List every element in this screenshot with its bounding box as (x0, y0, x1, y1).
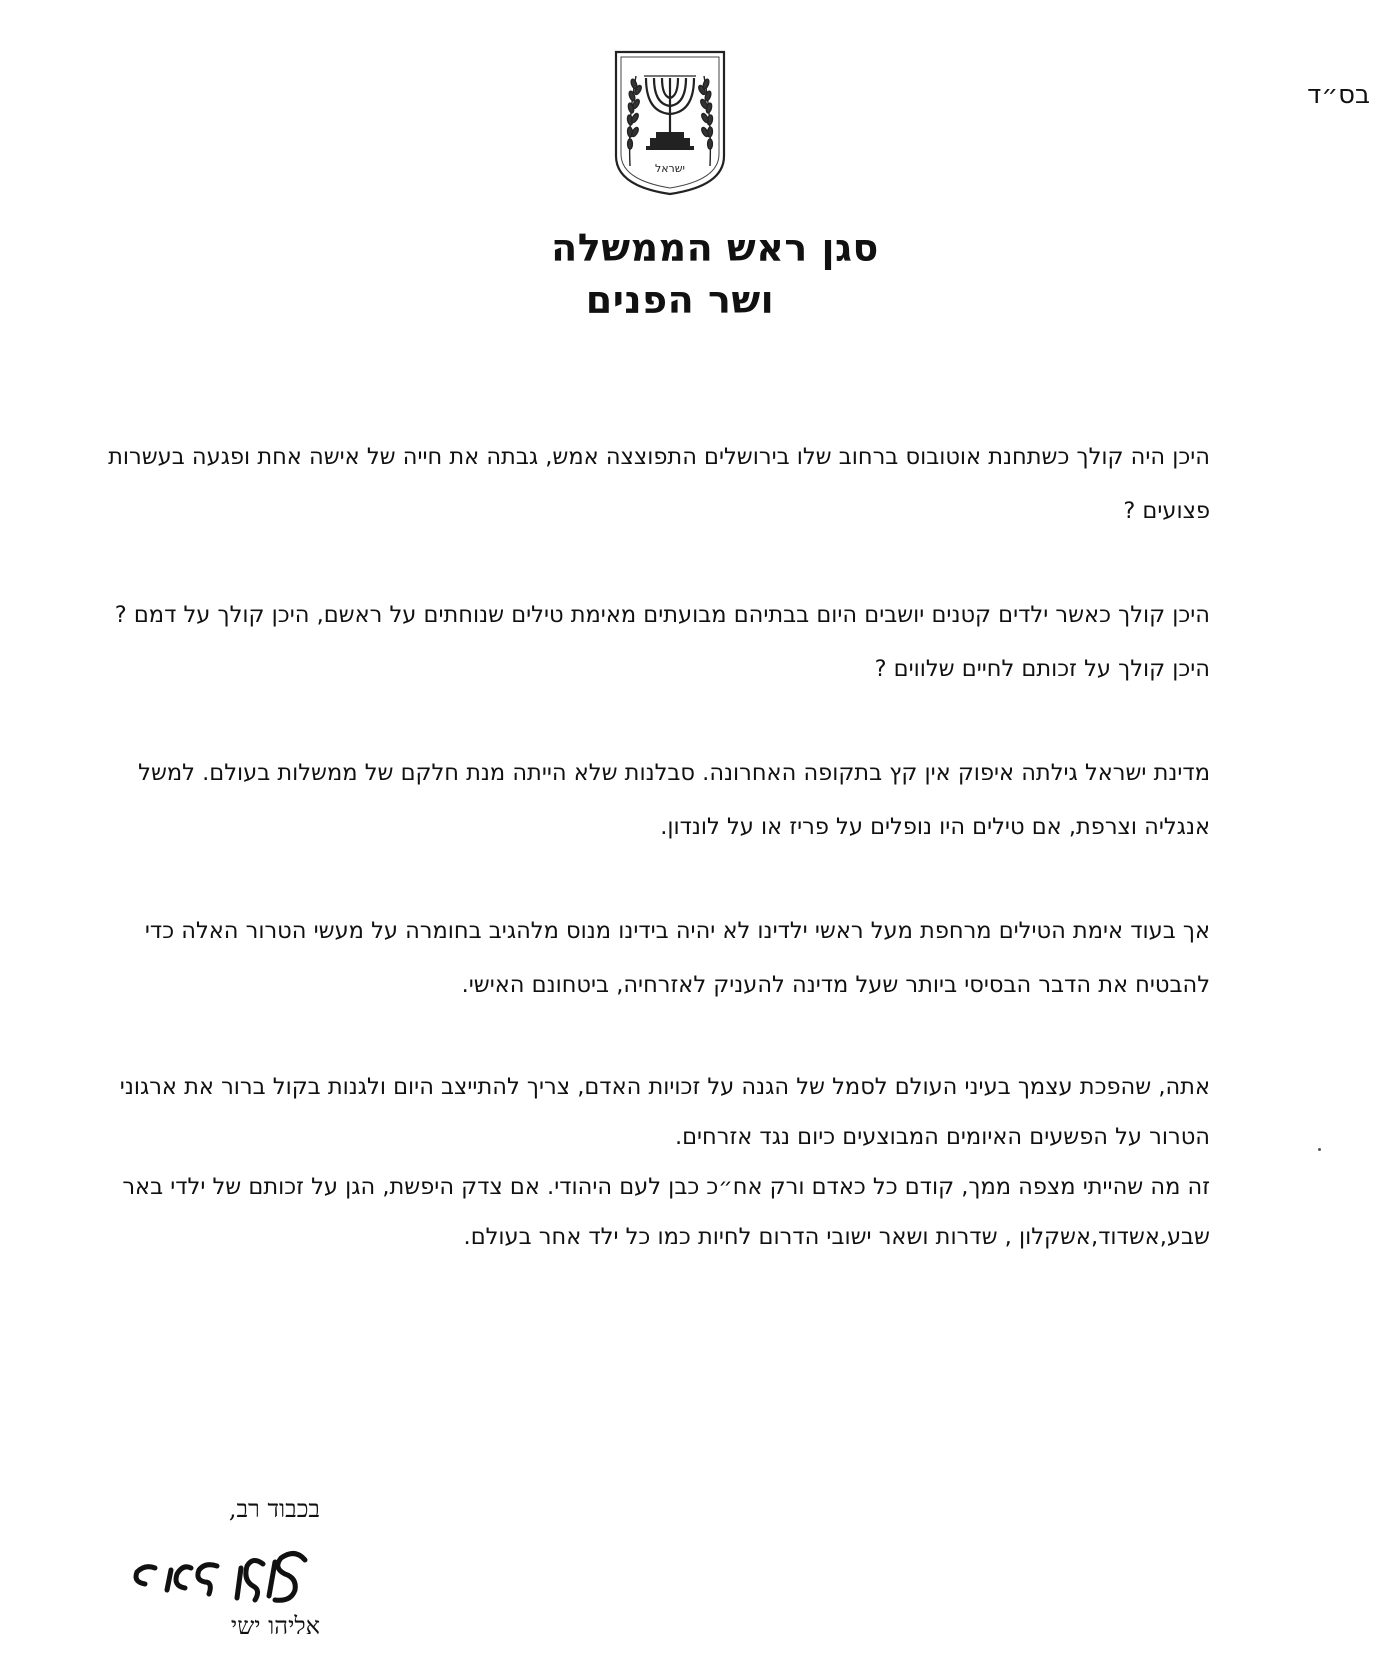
emblem-caption: ישראל (654, 162, 686, 175)
paragraph-3: מדינת ישראל גילתה איפוק אין קץ בתקופה האחרונה. סבלנות שלא הייתה מנת חלקם של ממשלות בעולם. למשל אנגליה וצרפת, אם טילים היו נופלים על פריז או על לונדון. (138, 760, 1210, 840)
letter-body (80, 430, 1210, 1262)
signature-text: אליהו ישי (218, 1615, 222, 1616)
closing-salutation: בכבוד רב, (228, 1495, 320, 1523)
paragraph-4: אך בעוד אימת הטילים מרחפת מעל ראשי ילדינו לא יהיה בידינו מנוס מלהגיב בחומרה על מעשי הטרור האלה כדי להבטיח את הדבר הבסיסי ביותר שעל מדינה להעניק לאזרחיה, ביטחונם האישי. (144, 918, 1210, 998)
paragraph-6: זה מה שהייתי מצפה ממך, קודם כל כאדם ורק אח״כ כבן לעם היהודי. אם צדק היפשת, הגן על זכותם של ילדי באר שבע,אשדוד,אשקלון , שדרות ושאר ישובי הדרום לחיות כמו כל ילד אחר בעולם. (122, 1174, 1210, 1250)
title-line-2: ושר הפנים (585, 278, 775, 322)
title-line-1: סגן ראש הממשלה (551, 226, 879, 270)
letter-title (0, 222, 1400, 326)
state-of-israel-emblem-icon (610, 48, 730, 198)
paragraph-2: היכן קולך כאשר ילדים קטנים יושבים היום בבתיהם מבועתים מאימת טילים שנוחתים על ראשם, היכן קולך על דמם ? היכן קולך על זכותם לחיים שלווים ? (114, 602, 1210, 682)
scan-speck (1318, 1148, 1321, 1151)
paragraph-1: היכן היה קולך כשתחנת אוטובוס ברחוב שלו בירושלים התפוצצה אמש, גבתה את חייה של אישה אחת ופגעה בעשרות פצועים ? (108, 444, 1210, 524)
handwritten-signature (125, 1540, 315, 1620)
signer-name: אליהו ישי (230, 1612, 320, 1640)
bsd-header: בס״ד (1307, 80, 1370, 110)
paragraph-5: אתה, שהפכת עצמך בעיני העולם לסמל של הגנה על זכויות האדם, צריך להתייצב היום ולגנות בקול ברור את ארגוני הטרור על הפשעים האיומים המבוצעים כיום נגד אזרחים. (119, 1074, 1210, 1150)
